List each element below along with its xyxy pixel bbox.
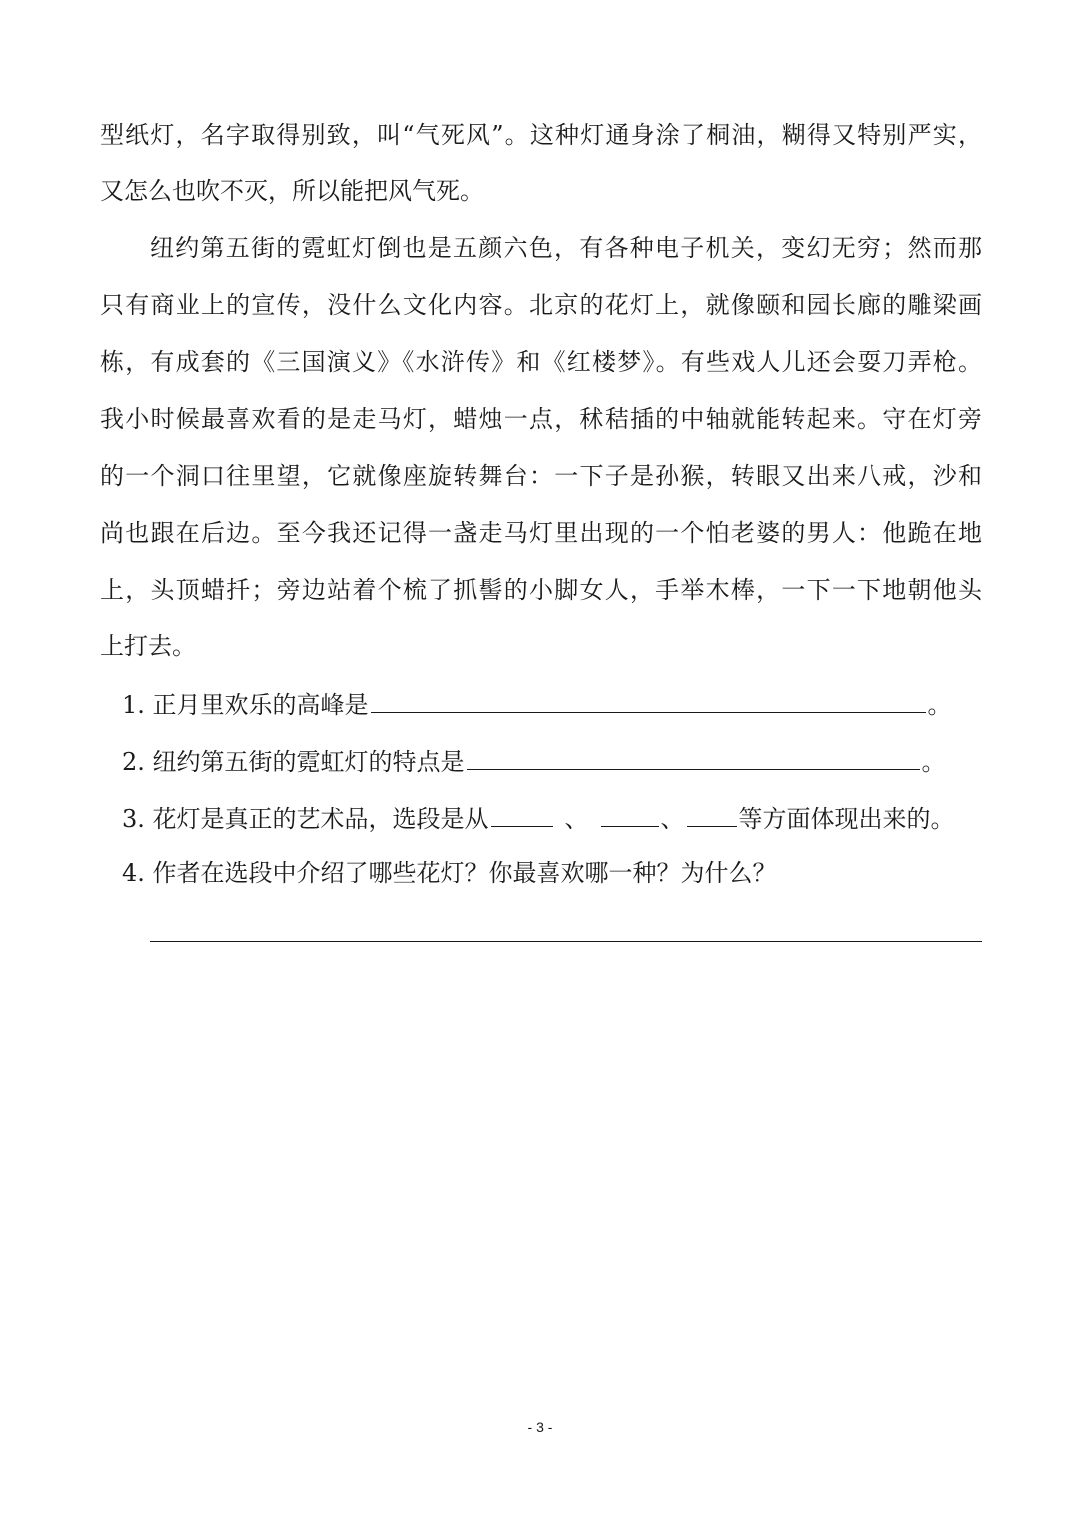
- question-3-answer-blank-2[interactable]: [601, 802, 659, 827]
- question-2-text: 2. 纽约第五街的霓虹灯的特点是: [122, 748, 465, 776]
- question-4: [122, 858, 777, 888]
- passage-line-10: 上打去。: [100, 632, 196, 660]
- question-3-text: 3. 花灯是真正的艺术品，选段是从: [122, 805, 489, 833]
- passage-line-9: 上，头顶蜡扦；旁边站着个梳了抓髻的小脚女人，手举木棒，一下一下地朝他头: [100, 576, 982, 604]
- question-3-answer-blank-3[interactable]: [687, 802, 737, 827]
- question-3-separator-2: 、: [660, 805, 685, 833]
- question-3-answer-blank-1[interactable]: [491, 802, 553, 827]
- passage-line-5: 栋，有成套的《三国演义》《水浒传》和《红楼梦》。有些戏人儿还会耍刀弄枪。: [100, 348, 982, 376]
- passage-line-8: 尚也跟在后边。至今我还记得一盏走马灯里出现的一个怕老婆的男人：他跪在地: [100, 519, 982, 547]
- passage-line-3: 纽约第五街的霓虹灯倒也是五颜六色，有各种电子机关，变幻无穷；然而那: [150, 234, 982, 262]
- question-3: [122, 802, 955, 832]
- question-2-answer-blank[interactable]: [467, 745, 920, 770]
- question-3-separator-1: 、: [564, 805, 589, 833]
- question-1: [122, 688, 952, 718]
- passage-line-4: 只有商业上的宣传，没什么文化内容。北京的花灯上，就像颐和园长廊的雕梁画: [100, 291, 982, 319]
- question-1-text: 1. 正月里欢乐的高峰是: [122, 691, 369, 719]
- page-number: - 3 -: [527, 1419, 553, 1435]
- question-3-suffix: 等方面体现出来的。: [738, 805, 955, 833]
- passage-line-2: 又怎么也吹不灭，所以能把风气死。: [100, 177, 484, 205]
- question-1-suffix: 。: [927, 691, 952, 719]
- question-2-suffix: 。: [921, 748, 946, 776]
- question-2: [122, 745, 946, 775]
- question-4-answer-line[interactable]: [150, 941, 982, 942]
- passage-line-6: 我小时候最喜欢看的是走马灯，蜡烛一点，秫秸插的中轴就能转起来。守在灯旁: [100, 405, 982, 433]
- passage-line-1: 型纸灯，名字取得别致，叫“气死风”。这种灯通身涂了桐油，糊得又特别严实，: [100, 121, 982, 149]
- question-1-answer-blank[interactable]: [371, 688, 926, 713]
- question-4-text: 4. 作者在选段中介绍了哪些花灯？你最喜欢哪一种？为什么？: [122, 859, 777, 887]
- passage-line-7: 的一个洞口往里望，它就像座旋转舞台：一下子是孙猴，转眼又出来八戒，沙和: [100, 462, 982, 490]
